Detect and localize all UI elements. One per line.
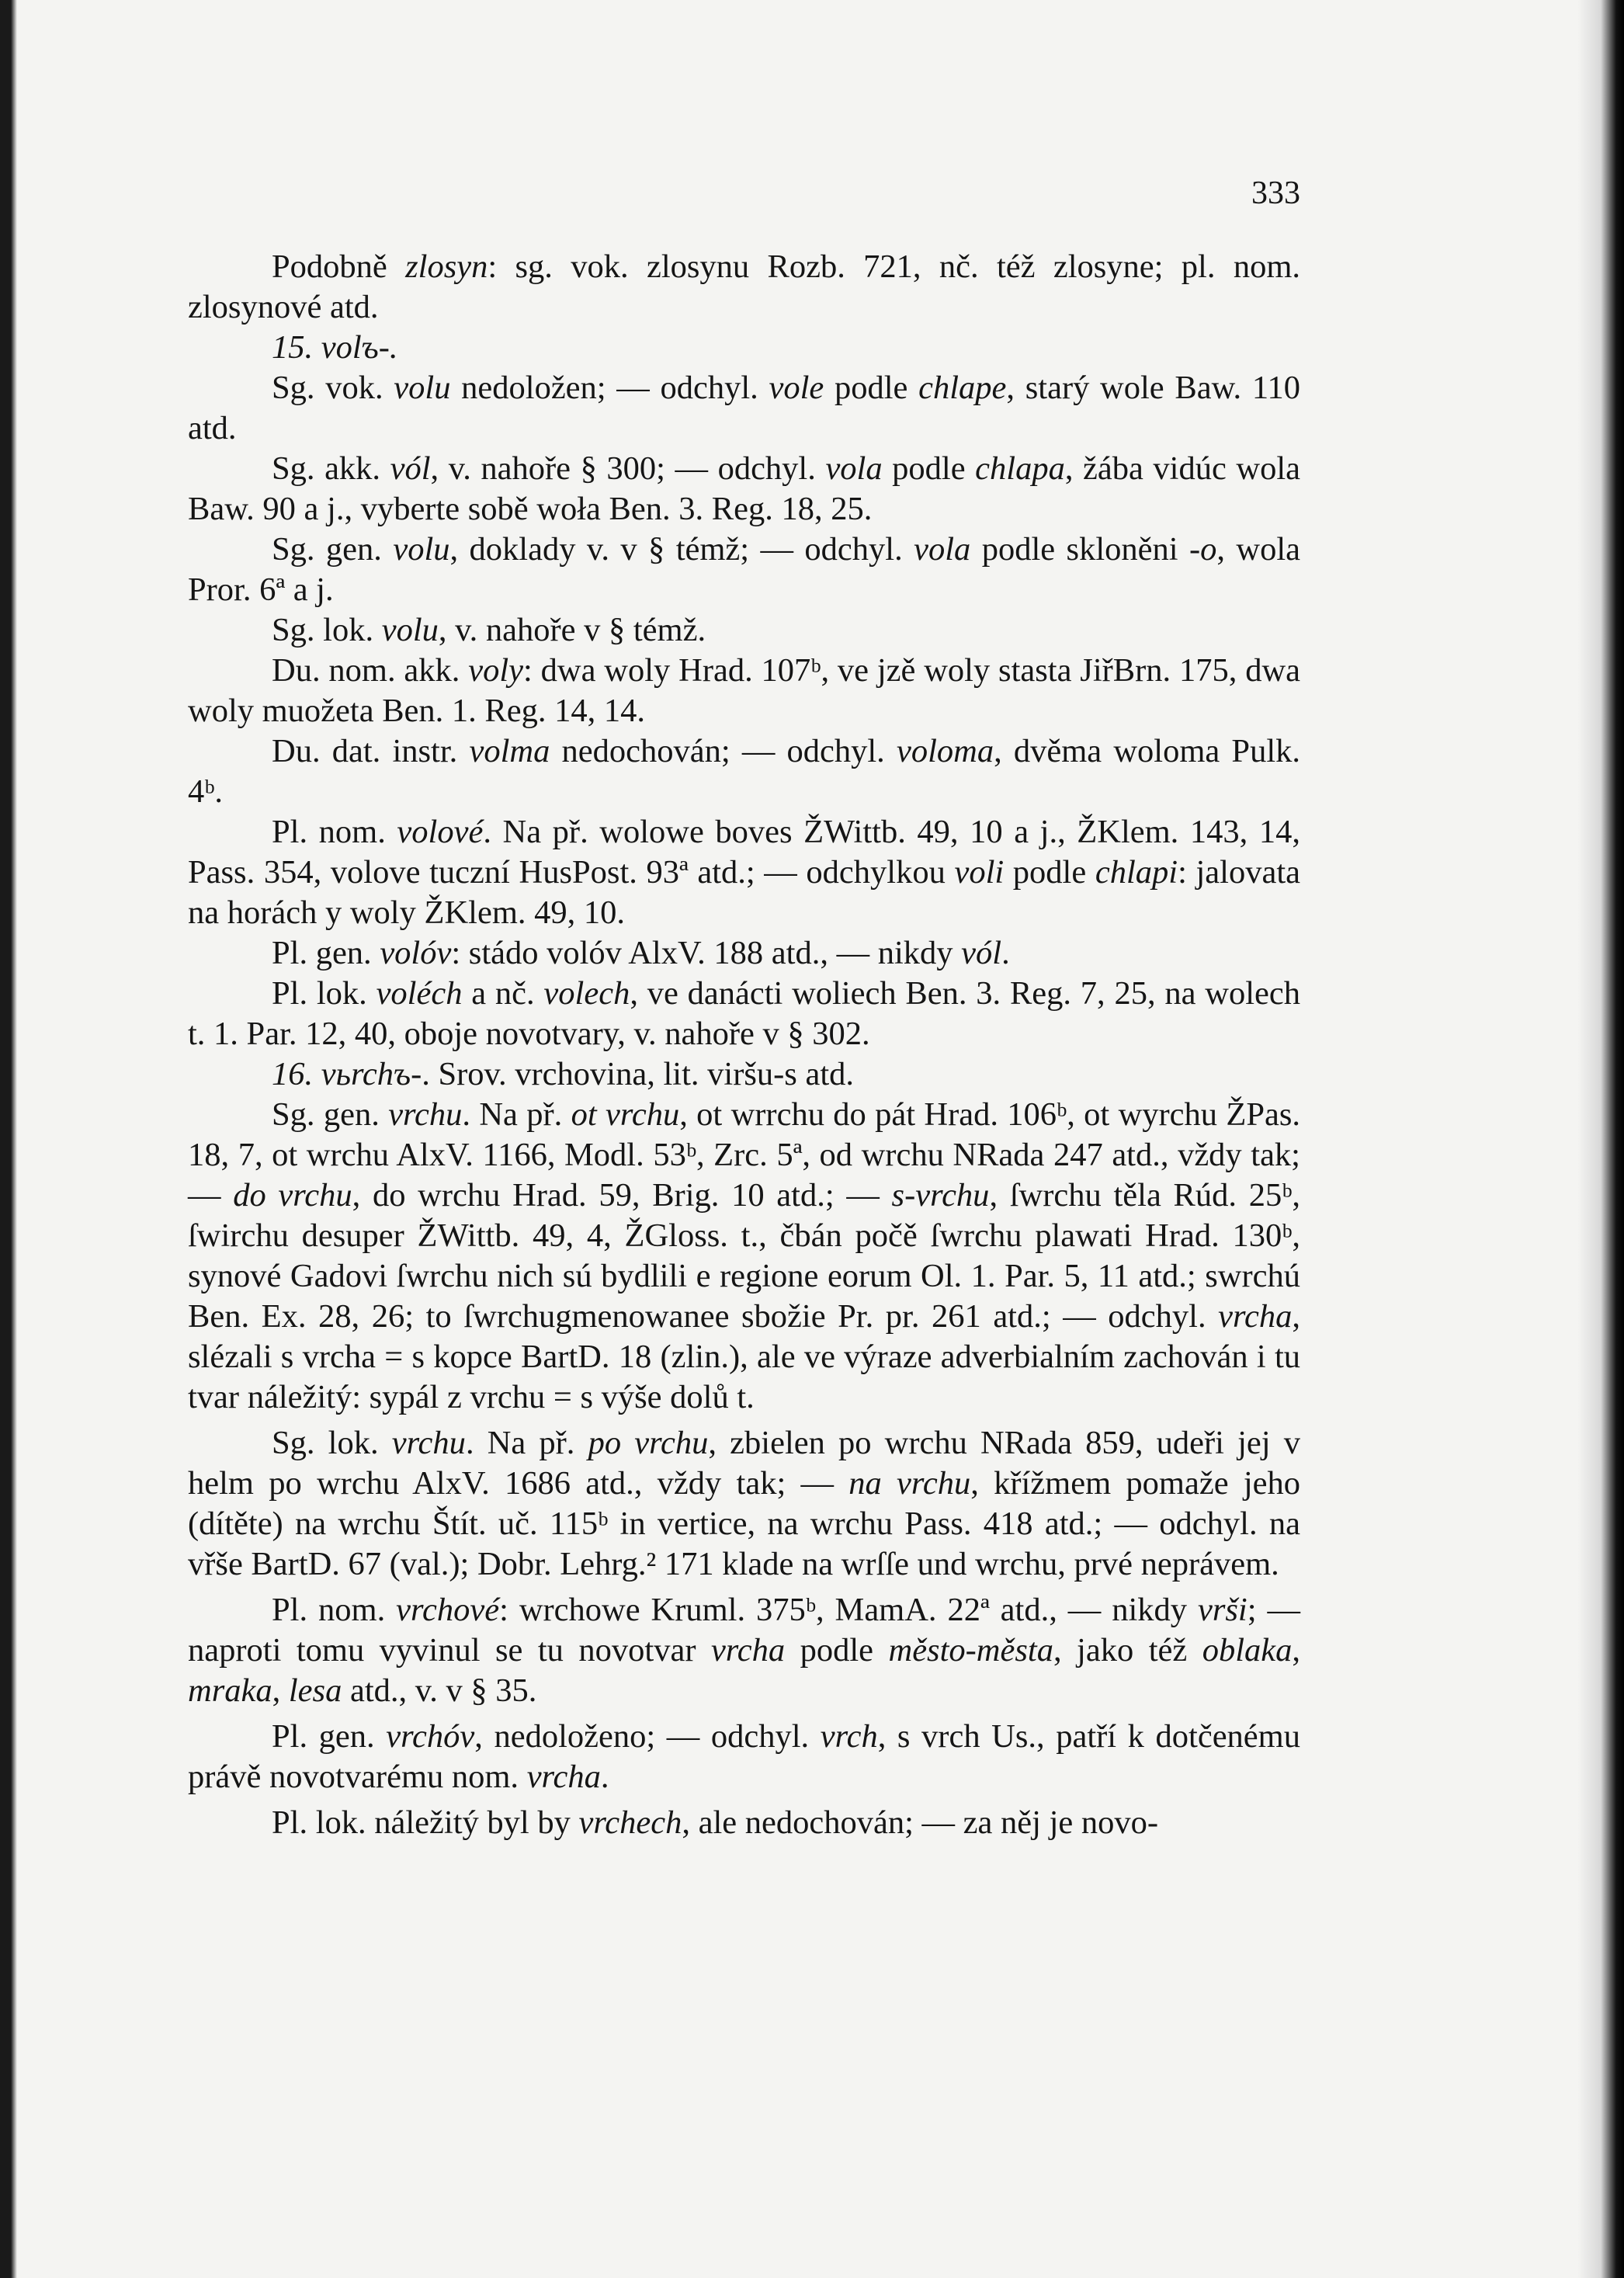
section-heading-15: 15. volъ-. (272, 329, 398, 366)
paragraph-vrch-pl-nom: Pl. nom. vrchové: wrchowe Kruml. 375ᵇ, MamA. 22ª atd., — nikdy vrši; — naproti tomu vyvinul se tu novotvar vrcha podle město-města, jako též oblaka, mraka, lesa atd., v. v § 35. (188, 1592, 1300, 1709)
paragraph-du-nom-akk: Du. nom. akk. voly: dwa woly Hrad. 107ᵇ, ve jzě woly stasta JiřBrn. 175, dwa woly muožeta Ben. 1. Reg. 14, 14. (188, 652, 1300, 729)
paragraph-du-dat-instr: Du. dat. instr. volma nedochován; — odchyl. voloma, dvěma woloma Pulk. 4ᵇ. (188, 733, 1301, 810)
page-number: 333 (1251, 175, 1300, 211)
scan-right-edge (1577, 0, 1624, 2278)
paragraph-vrch-sg-gen: Sg. gen. vrchu. Na př. ot vrchu, ot wrrchu do pát Hrad. 106ᵇ, ot wyrchu ŽPas. 18, 7, ot wrchu AlxV. 1166, Modl. 53ᵇ, Zrc. 5ª, od wrchu NRada 247 atd., vždy tak; — do vrchu, do wrchu Hrad. 59, Brig. 10 atd.; — s-vrchu, ſwrchu těla Rúd. 25ᵇ, ſwirchu desuper ŽWittb. 49, 4, ŽGloss. t., čbán počě ſwrchu plawati Hrad. 130ᵇ, synové Gadovi ſwrchu nich sú bydlili e regione eorum Ol. 1. Par. 5, 11 atd.; swrchú Ben. Ex. 28, 26; to ſwrchugmenowanee sbožie Pr. pr. 261 atd.; — odchyl. vrcha, slézali s vrcha = s kopce BartD. 18 (zlin.), ale ve výraze adverbialním zachován i tu tvar náležitý: sypál z vrchu = s výše dolů t. (188, 1096, 1300, 1415)
paragraph-vrch-sg-lok: Sg. lok. vrchu. Na př. po vrchu, zbielen po wrchu NRada 859, udeři jej v helm po wrchu AlxV. 1686 atd., vždy tak; — na vrchu, křížmem pomaže jeho (dítěte) na wrchu Štít. uč. 115ᵇ in vertice, na wrchu Pass. 418 atd.; — odchyl. na vřše BartD. 67 (val.); Dobr. Lehrg.² 171 klade na wrſſe und wrchu, prvé neprávem. (188, 1425, 1300, 1582)
text-body (188, 247, 1300, 1843)
paragraph-pl-lok: Pl. lok. voléch a nč. volech, ve danácti woliech Ben. 3. Reg. 7, 25, na wolech t. 1. Par. 12, 40, oboje novotvary, v. nahoře v § 302. (188, 975, 1300, 1052)
paragraph-vrch-pl-gen: Pl. gen. vrchóv, nedoloženo; — odchyl. vrch, s vrch Us., patří k dotčenému právě novotvarému nom. vrcha. (188, 1718, 1300, 1795)
paragraph-pl-nom: Pl. nom. volové. Na př. wolowe boves ŽWittb. 49, 10 a j., ŽKlem. 143, 14, Pass. 354, volove tuczní HusPost. 93ª atd.; — odchylkou voli podle chlapi: jalovata na horách y woly ŽKlem. 49, 10. (188, 814, 1301, 931)
paragraph-sg-akk: Sg. akk. vól, v. nahoře § 300; — odchyl. vola podle chlapa, žába vidúc wola Baw. 90 a j., vyberte sobě woła Ben. 3. Reg. 18, 25. (188, 450, 1301, 527)
scan-left-edge (0, 0, 31, 2278)
paragraph-sg-lok: Sg. lok. volu, v. nahoře v § témž. (272, 612, 706, 648)
paragraph-zlosyn: Podobně zlosyn: sg. vok. zlosynu Rozb. 721, nč. též zlosyne; pl. nom. zlosynové atd. (188, 248, 1300, 325)
section-heading-16: 16. vьrchъ-. Srov. vrchovina, lit. viršu-s atd. (272, 1056, 855, 1092)
paragraph-vrch-pl-lok: Pl. lok. náležitý byl by vrchech, ale nedochován; — za něj je novo- (272, 1804, 1159, 1841)
paragraph-sg-vok: Sg. vok. volu nedoložen; — odchyl. vole podle chlape, starý wole Baw. 110 atd. (188, 370, 1301, 446)
paragraph-pl-gen: Pl. gen. volóv: stádo volóv AlxV. 188 atd., — nikdy vól. (272, 935, 1010, 971)
paragraph-sg-gen: Sg. gen. volu, doklady v. v § témž; — odchyl. vola podle skloněni -o, wola Pror. 6ª a j. (188, 531, 1301, 608)
